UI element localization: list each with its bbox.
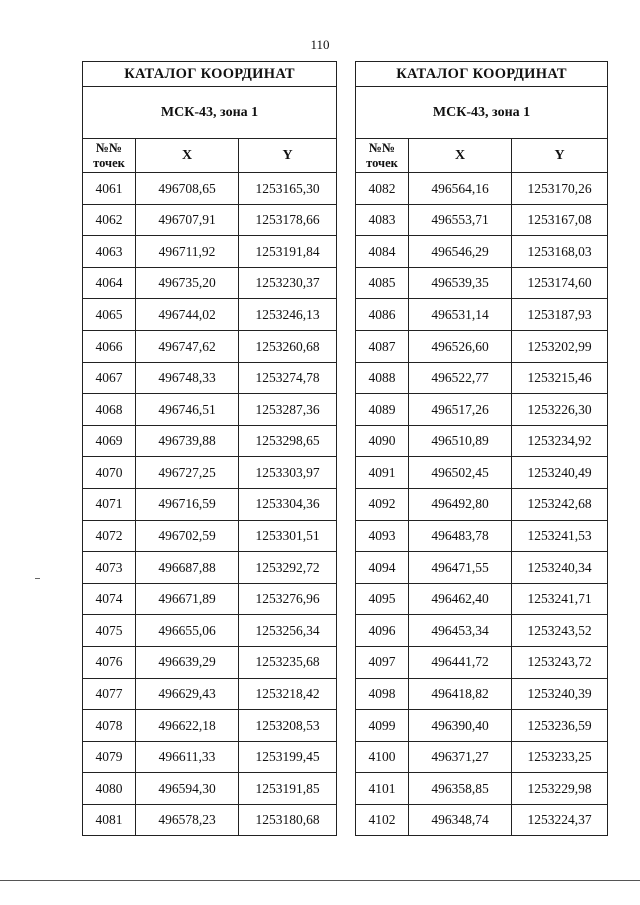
point-number-cell: 4083 bbox=[356, 204, 409, 236]
point-number-cell: 4081 bbox=[83, 804, 136, 836]
table-row bbox=[83, 678, 337, 710]
y-coordinate-cell: 1253243,52 bbox=[512, 615, 608, 647]
point-number-cell: 4086 bbox=[356, 299, 409, 331]
point-number-cell: 4084 bbox=[356, 236, 409, 268]
table-row bbox=[83, 804, 337, 836]
table-row bbox=[356, 362, 608, 394]
y-coordinate-cell: 1253301,51 bbox=[239, 520, 337, 552]
y-coordinate-cell: 1253199,45 bbox=[239, 741, 337, 773]
point-number-cell: 4079 bbox=[83, 741, 136, 773]
y-coordinate-cell: 1253287,36 bbox=[239, 394, 337, 426]
table-row bbox=[83, 615, 337, 647]
column-header-y: Y bbox=[239, 139, 337, 173]
table-row bbox=[356, 583, 608, 615]
x-coordinate-cell: 496453,34 bbox=[409, 615, 512, 647]
x-coordinate-cell: 496739,88 bbox=[136, 425, 239, 457]
y-coordinate-cell: 1253208,53 bbox=[239, 710, 337, 742]
x-coordinate-cell: 496441,72 bbox=[409, 646, 512, 678]
table-row bbox=[83, 362, 337, 394]
x-coordinate-cell: 496539,35 bbox=[409, 267, 512, 299]
point-number-cell: 4073 bbox=[83, 552, 136, 584]
table-row bbox=[83, 173, 337, 205]
point-number-cell: 4093 bbox=[356, 520, 409, 552]
y-coordinate-cell: 1253226,30 bbox=[512, 394, 608, 426]
point-number-cell: 4070 bbox=[83, 457, 136, 489]
point-number-cell: 4097 bbox=[356, 646, 409, 678]
point-number-cell: 4077 bbox=[83, 678, 136, 710]
x-coordinate-cell: 496553,71 bbox=[409, 204, 512, 236]
point-number-cell: 4098 bbox=[356, 678, 409, 710]
point-number-cell: 4096 bbox=[356, 615, 409, 647]
y-coordinate-cell: 1253215,46 bbox=[512, 362, 608, 394]
x-coordinate-cell: 496371,27 bbox=[409, 741, 512, 773]
table-row bbox=[83, 773, 337, 805]
point-number-cell: 4071 bbox=[83, 488, 136, 520]
point-number-cell: 4094 bbox=[356, 552, 409, 584]
point-number-cell: 4088 bbox=[356, 362, 409, 394]
y-coordinate-cell: 1253274,78 bbox=[239, 362, 337, 394]
point-number-cell: 4066 bbox=[83, 330, 136, 362]
y-coordinate-cell: 1253233,25 bbox=[512, 741, 608, 773]
x-coordinate-cell: 496483,78 bbox=[409, 520, 512, 552]
table-row bbox=[83, 583, 337, 615]
x-coordinate-cell: 496546,29 bbox=[409, 236, 512, 268]
y-coordinate-cell: 1253256,34 bbox=[239, 615, 337, 647]
table-row bbox=[356, 267, 608, 299]
catalog-body-left bbox=[83, 62, 337, 836]
y-coordinate-cell: 1253178,66 bbox=[239, 204, 337, 236]
y-coordinate-cell: 1253180,68 bbox=[239, 804, 337, 836]
x-coordinate-cell: 496358,85 bbox=[409, 773, 512, 805]
y-coordinate-cell: 1253191,85 bbox=[239, 773, 337, 805]
y-coordinate-cell: 1253218,42 bbox=[239, 678, 337, 710]
x-coordinate-cell: 496711,92 bbox=[136, 236, 239, 268]
x-coordinate-cell: 496747,62 bbox=[136, 330, 239, 362]
x-coordinate-cell: 496629,43 bbox=[136, 678, 239, 710]
x-coordinate-cell: 496716,59 bbox=[136, 488, 239, 520]
y-coordinate-cell: 1253235,68 bbox=[239, 646, 337, 678]
x-coordinate-cell: 496639,29 bbox=[136, 646, 239, 678]
table-row bbox=[83, 552, 337, 584]
x-coordinate-cell: 496655,06 bbox=[136, 615, 239, 647]
x-coordinate-cell: 496594,30 bbox=[136, 773, 239, 805]
point-number-label-line1: №№ bbox=[368, 139, 396, 155]
point-number-cell: 4102 bbox=[356, 804, 409, 836]
point-number-cell: 4062 bbox=[83, 204, 136, 236]
table-row bbox=[356, 678, 608, 710]
table-row bbox=[356, 173, 608, 205]
x-coordinate-cell: 496687,88 bbox=[136, 552, 239, 584]
x-coordinate-cell: 496510,89 bbox=[409, 425, 512, 457]
catalog-body-right bbox=[356, 62, 608, 836]
point-number-cell: 4087 bbox=[356, 330, 409, 362]
table-row bbox=[83, 236, 337, 268]
table-row bbox=[356, 520, 608, 552]
y-coordinate-cell: 1253191,84 bbox=[239, 236, 337, 268]
coordinate-catalog-table-right bbox=[355, 61, 608, 836]
x-coordinate-cell: 496492,80 bbox=[409, 488, 512, 520]
scan-artifact bbox=[35, 578, 40, 579]
point-number-cell: 4082 bbox=[356, 173, 409, 205]
point-number-label-line1: №№ bbox=[95, 139, 123, 155]
y-coordinate-cell: 1253241,53 bbox=[512, 520, 608, 552]
point-number-cell: 4089 bbox=[356, 394, 409, 426]
table-row bbox=[356, 330, 608, 362]
y-coordinate-cell: 1253276,96 bbox=[239, 583, 337, 615]
point-number-cell: 4063 bbox=[83, 236, 136, 268]
x-coordinate-cell: 496708,65 bbox=[136, 173, 239, 205]
y-coordinate-cell: 1253230,37 bbox=[239, 267, 337, 299]
point-number-cell: 4100 bbox=[356, 741, 409, 773]
table-row bbox=[83, 425, 337, 457]
point-number-cell: 4076 bbox=[83, 646, 136, 678]
point-number-cell: 4095 bbox=[356, 583, 409, 615]
table-row bbox=[356, 552, 608, 584]
column-header-point-number bbox=[83, 139, 136, 173]
point-number-cell: 4085 bbox=[356, 267, 409, 299]
point-number-cell: 4061 bbox=[83, 173, 136, 205]
y-coordinate-cell: 1253168,03 bbox=[512, 236, 608, 268]
catalog-subtitle: МСК-43, зона 1 bbox=[83, 87, 337, 139]
y-coordinate-cell: 1253292,72 bbox=[239, 552, 337, 584]
y-coordinate-cell: 1253303,97 bbox=[239, 457, 337, 489]
table-row bbox=[356, 773, 608, 805]
x-coordinate-cell: 496611,33 bbox=[136, 741, 239, 773]
x-coordinate-cell: 496471,55 bbox=[409, 552, 512, 584]
x-coordinate-cell: 496390,40 bbox=[409, 710, 512, 742]
x-coordinate-cell: 496526,60 bbox=[409, 330, 512, 362]
table-row bbox=[356, 425, 608, 457]
table-row bbox=[356, 646, 608, 678]
point-number-cell: 4099 bbox=[356, 710, 409, 742]
table-row bbox=[356, 457, 608, 489]
y-coordinate-cell: 1253236,59 bbox=[512, 710, 608, 742]
point-number-cell: 4065 bbox=[83, 299, 136, 331]
y-coordinate-cell: 1253170,26 bbox=[512, 173, 608, 205]
column-header-x: X bbox=[136, 139, 239, 173]
table-row bbox=[83, 646, 337, 678]
point-number-cell: 4101 bbox=[356, 773, 409, 805]
y-coordinate-cell: 1253187,93 bbox=[512, 299, 608, 331]
x-coordinate-cell: 496517,26 bbox=[409, 394, 512, 426]
table-row bbox=[356, 741, 608, 773]
y-coordinate-cell: 1253224,37 bbox=[512, 804, 608, 836]
point-number-cell: 4068 bbox=[83, 394, 136, 426]
catalog-title: КАТАЛОГ КООРДИНАТ bbox=[83, 62, 337, 87]
y-coordinate-cell: 1253246,13 bbox=[239, 299, 337, 331]
y-coordinate-cell: 1253240,39 bbox=[512, 678, 608, 710]
catalog-subtitle: МСК-43, зона 1 bbox=[356, 87, 608, 139]
x-coordinate-cell: 496622,18 bbox=[136, 710, 239, 742]
table-row bbox=[356, 236, 608, 268]
page-number: 110 bbox=[310, 37, 330, 52]
y-coordinate-cell: 1253240,34 bbox=[512, 552, 608, 584]
point-number-cell: 4091 bbox=[356, 457, 409, 489]
table-row bbox=[356, 394, 608, 426]
table-row bbox=[83, 488, 337, 520]
point-number-cell: 4067 bbox=[83, 362, 136, 394]
x-coordinate-cell: 496502,45 bbox=[409, 457, 512, 489]
column-header-y: Y bbox=[512, 139, 608, 173]
table-row bbox=[83, 204, 337, 236]
x-coordinate-cell: 496735,20 bbox=[136, 267, 239, 299]
table-row bbox=[83, 741, 337, 773]
y-coordinate-cell: 1253298,65 bbox=[239, 425, 337, 457]
x-coordinate-cell: 496418,82 bbox=[409, 678, 512, 710]
table-row bbox=[356, 615, 608, 647]
point-number-cell: 4078 bbox=[83, 710, 136, 742]
table-row bbox=[356, 299, 608, 331]
column-header-x: X bbox=[409, 139, 512, 173]
catalog-title: КАТАЛОГ КООРДИНАТ bbox=[356, 62, 608, 87]
x-coordinate-cell: 496522,77 bbox=[409, 362, 512, 394]
y-coordinate-cell: 1253167,08 bbox=[512, 204, 608, 236]
x-coordinate-cell: 496744,02 bbox=[136, 299, 239, 331]
y-coordinate-cell: 1253229,98 bbox=[512, 773, 608, 805]
x-coordinate-cell: 496748,33 bbox=[136, 362, 239, 394]
x-coordinate-cell: 496746,51 bbox=[136, 394, 239, 426]
y-coordinate-cell: 1253174,60 bbox=[512, 267, 608, 299]
point-number-label-line2: точек bbox=[366, 155, 398, 170]
point-number-cell: 4090 bbox=[356, 425, 409, 457]
point-number-cell: 4075 bbox=[83, 615, 136, 647]
y-coordinate-cell: 1253241,71 bbox=[512, 583, 608, 615]
table-row bbox=[83, 267, 337, 299]
y-coordinate-cell: 1253165,30 bbox=[239, 173, 337, 205]
table-row bbox=[356, 204, 608, 236]
table-row bbox=[83, 520, 337, 552]
coordinate-catalog-table-left bbox=[82, 61, 337, 836]
point-number-label-line2: точек bbox=[93, 155, 125, 170]
x-coordinate-cell: 496462,40 bbox=[409, 583, 512, 615]
y-coordinate-cell: 1253202,99 bbox=[512, 330, 608, 362]
x-coordinate-cell: 496564,16 bbox=[409, 173, 512, 205]
point-number-cell: 4092 bbox=[356, 488, 409, 520]
x-coordinate-cell: 496531,14 bbox=[409, 299, 512, 331]
table-row bbox=[83, 299, 337, 331]
y-coordinate-cell: 1253242,68 bbox=[512, 488, 608, 520]
x-coordinate-cell: 496702,59 bbox=[136, 520, 239, 552]
x-coordinate-cell: 496707,91 bbox=[136, 204, 239, 236]
point-number-cell: 4080 bbox=[83, 773, 136, 805]
y-coordinate-cell: 1253304,36 bbox=[239, 488, 337, 520]
footer-rule bbox=[0, 880, 640, 881]
x-coordinate-cell: 496348,74 bbox=[409, 804, 512, 836]
y-coordinate-cell: 1253234,92 bbox=[512, 425, 608, 457]
table-row bbox=[356, 804, 608, 836]
y-coordinate-cell: 1253240,49 bbox=[512, 457, 608, 489]
table-row bbox=[83, 710, 337, 742]
y-coordinate-cell: 1253260,68 bbox=[239, 330, 337, 362]
table-row bbox=[83, 330, 337, 362]
point-number-cell: 4072 bbox=[83, 520, 136, 552]
column-header-point-number bbox=[356, 139, 409, 173]
x-coordinate-cell: 496727,25 bbox=[136, 457, 239, 489]
table-row bbox=[356, 710, 608, 742]
y-coordinate-cell: 1253243,72 bbox=[512, 646, 608, 678]
point-number-cell: 4064 bbox=[83, 267, 136, 299]
point-number-cell: 4074 bbox=[83, 583, 136, 615]
x-coordinate-cell: 496671,89 bbox=[136, 583, 239, 615]
table-row bbox=[356, 488, 608, 520]
point-number-cell: 4069 bbox=[83, 425, 136, 457]
x-coordinate-cell: 496578,23 bbox=[136, 804, 239, 836]
table-row bbox=[83, 394, 337, 426]
table-row bbox=[83, 457, 337, 489]
